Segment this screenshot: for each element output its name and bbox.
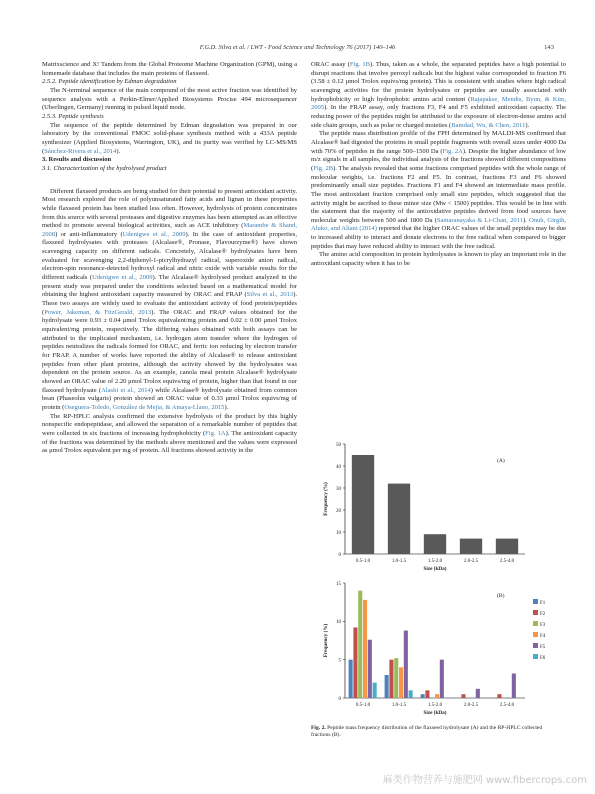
panel1-bar-F5 [368, 640, 372, 698]
figure-2-chart [311, 441, 563, 715]
page-header [0, 44, 595, 54]
panel1-label: (B) [497, 593, 505, 599]
panel0-x-tick-label: 0.5-1.0 [355, 559, 371, 564]
figure-link[interactable]: Fig. 1B [349, 61, 371, 68]
panel1-y-tick-label: 15 [336, 581, 341, 587]
panel1-bar-F2 [461, 694, 465, 698]
citation-link[interactable]: Bamdad, Wu, & Chen, 2011 [451, 121, 526, 129]
citation-link[interactable]: Rajapakse, Mendis, Byun, & Kim, 2005 [311, 95, 566, 112]
caption-label: Fig. 2. [311, 725, 326, 731]
legend-swatch-F2 [533, 610, 538, 615]
panel0-label: (A) [497, 458, 505, 464]
paragraph-maldi: The peptide mass distribution profile of the FPH determined by MALDI-MS confirmed that Alcalase® had digested the proteins in small peptide fragments with overall sizes under 4000 Da with 70% of peptides in the range 500–1500 Da (Fig. 2A). Despite the higher abundance of low m/z signals in all samples, the individual analysis of the fractions showed different compositions (Fig. 2B). The analysis revealed that some fractions comprised peptides with the whole range of molecular weights, i.e. fractions F2 and F5. In contrast, fractions F3 and F6 showed predominantly small size peptides. Fractions F1 and F4 showed an intermediate mass profile. The most antioxidant fraction comprised only small size peptides, which suggested that the activity might be ascribed to these minor size (Mw < 1500) peptides. This would be in line with the statement that the majority of the antioxidative peptides derived from food sources have molecular weights between 500 and 1800 Da (Samaranayaka & Li-Chan, 2011). Onuh, Girgih, Aluko, and Aliani (2014) reported that the higher ORAC values of the small peptides may be due to increased ability to interact and donate electrons to the free radical when compared to bigger peptides that may have reduced ability to interact with the free radical. [311, 130, 566, 250]
panel1-bar-F6 [373, 683, 377, 698]
citation-link[interactable]: Alashi et al., 2014 [101, 386, 151, 394]
paragraph-edman: The N-terminal sequence of the main compound of the most active fraction was identified by sequence analysis with a Perkin-Elmer/Applied Biosystems Procise 494 microsequencer (Uberlingen, Germany) running in pulsed liquid mode. [42, 86, 297, 112]
citation-link[interactable]: Udenigwe et al., 2009 [122, 230, 186, 238]
paragraph-amino-acid: The amino acid composition in protein hydrolysates is known to play an important role in the antioxidant capacity when it has to be [311, 251, 566, 268]
panel0-x-tick-label: 2.5-4.0 [499, 559, 515, 564]
watermark: 麻类作物营养与施肥网 www.fibercrops.com [382, 775, 587, 786]
panel1-bar-F5 [512, 673, 516, 698]
figure-2 [311, 441, 563, 715]
right-column [311, 61, 566, 269]
panel1-bar-F4 [435, 694, 439, 698]
heading-2-5-2: 2.5.2. Peptide identification by Edman degradation [42, 78, 177, 86]
panel1-y-axis-title: Frequency (%) [323, 623, 329, 658]
paragraph-synthesis: The sequence of the peptide determined by Edman degradation was prepared in our laboratory by the conventional FMOC solid-phase synthesis method with a 433A peptide synthesizer (Applied Biosystems, Warrington, UK), and its purity was verified by LC-MS/MS (Sánchez-Rivera et al., 2014). [42, 121, 297, 155]
panel0-x-tick-label: 1.0-1.5 [391, 559, 407, 564]
paragraph-orac: ORAC assay (Fig. 1B). Thus, taken as a whole, the separated peptides have a high potential to disrupt reactions that involve peroxyl radicals but the highest value corresponded to fraction F6 (3.58 ± 0.12 μmol Trolox equivs/mg protein). This is consistent with studies where high radical scavenging activities for the protein hydrolysates or peptides are usually associated with hydrophobicity or high hydrophobic amino acid content (Rajapakse, Mendis, Byun, & Kim, 2005). In the FRAP assay, only fractions F3, F4 and F5 exhibited antioxidant capacity. The reducing power of the peptides might be attributed to the exposure of electron-dense amino acid side chain groups, such as polar or charged moieties (Bamdad, Wu, & Chen, 2011). [311, 61, 566, 129]
panel0-x-axis-title: Size (kDa) [423, 566, 447, 572]
panel1-bar-F5 [440, 660, 444, 698]
legend-label-F5: F5 [540, 645, 546, 650]
legend-label-F1: F1 [540, 601, 546, 606]
legend-swatch-F1 [533, 599, 538, 604]
panel0-bar [460, 539, 482, 554]
panel0-x-tick-label: 1.5-2.0 [427, 559, 443, 564]
panel0-bar [496, 539, 518, 554]
caption-text: Peptide mass frequency distribution of the flaxseed hydrolysate (A) and the RP-HPLC collected fractions (B). [311, 725, 543, 739]
citation-link[interactable]: Onuh, Girgih, Aluko, and Aliani (2014) [311, 216, 566, 233]
panel0-bar [388, 484, 410, 554]
panel1-bar-F1 [385, 675, 389, 698]
figure-link[interactable]: Fig. 2A [442, 147, 463, 155]
legend-swatch-F3 [533, 621, 538, 626]
panel1-y-tick-label: 10 [336, 620, 341, 626]
panel1-bar-F3 [358, 591, 362, 698]
figure-link[interactable]: Fig. 2B [313, 164, 334, 172]
panel1-bar-F5 [404, 631, 408, 698]
legend-label-F6: F6 [540, 656, 546, 661]
citation-link[interactable]: Udenigwe et al., 2009 [92, 274, 153, 282]
citation-link[interactable]: Silva et al., 2013 [246, 291, 294, 299]
panel1-bar-F2 [389, 660, 393, 698]
panel1-y-tick-label: 5 [338, 658, 341, 664]
panel1-x-tick-label: 0.5-1.0 [355, 703, 371, 708]
panel1-bar-F2 [497, 694, 501, 698]
figure-link[interactable]: Fig. 1A [205, 429, 226, 437]
panel1-x-tick-label: 2.5-4.0 [499, 703, 515, 708]
paragraph-flaxseed-products: Different flaxseed products are being studied for their potential to present antioxidant activity. Most research explored the role of polyunsaturated fatty acids and lignan in these properties while flaxseed protein has been studied less often. However, hydrolysis of protein concentrates from this source with several proteases and digestive enzymes has been attempted as an effective method to promote several biological activities, such as ACE inhibitory (Marambe & Shand, 2008) or anti-inflammatory (Udenigwe et al., 2009). In the case of antioxidant properties, flaxseed hydrolysates with proteases (Alcalase®, Pronase, Flavourzyme®) have shown scavenging capacity on different radicals. Concretely, Alcalase® hydrolysates have been evaluated for scavenging 2,2-diphenyl-1-picrylhydrazyl radical, superoxide anion radical, electron-spin resonance-detected hydroxyl radical and nitric oxide with variable results for the different radicals (Udenigwe et al., 2009). The Alcalase® hydrolysed product analyzed in the present study was prepared under the conditions selected based on a mathematical model for obtaining the highest antioxidant capacity measured by ORAC and FRAP (Silva et al., 2013). These two assays are widely used to evaluate the antioxidant activity of food protein/peptides (Power, Jakeman, & FitzGerald, 2013). The ORAC and FRAP values obtained for the hydrolysate were 0.93 ± 0.04 μmol Trolox equivalent/mg protein and 0.02 ± 0.00 μmol Trolox equivalent/mg protein, respectively. The differing values obtained with both assays can be attributed to the implicated mechanism, i.e. hydrogen atom transfer where the hydrogen of peptides neutralizes the radicals formed for ORAC, and ferric ion reducing by electron transfer for FRAP. A number of works have reported the ability of Alcalase® to release antioxidant peptides from other plant proteins, although the activity showed by the hydrolysates was dependent on the protein source. As an example, canola meal protein Alcalase® hydrolysate showed an ORAC value of 2.20 μmol Trolox equivs/mg of protein, higher than that found in our flaxseed hydrolysate (Alashi et al., 2014) while Alcalase® hydrolysate obtained from common bean (Phaseolus vulgaris) protein showed an ORAC value of 0.33 μmol Trolox equivs/mg of protein (Oseguera-Toledo, González de Mejia, & Amaya-Llano, 2015). [42, 187, 298, 411]
legend-swatch-F5 [533, 643, 538, 648]
citation-link[interactable]: Oseguera-Toledo, González de Mejia, & Amaya-Llano, 2015 [64, 403, 225, 411]
panel1-x-tick-label: 2.0-2.5 [463, 703, 479, 708]
panel0-y-tick-label: 10 [336, 530, 341, 536]
legend-swatch-F6 [533, 654, 538, 659]
panel1-bar-F1 [349, 660, 353, 698]
page-number: 143 [544, 44, 554, 51]
paragraph-rp-hplc: The RP-HPLC analysis confirmed the extensive hydrolysis of the product by this highly nonspecific endopeptidase, and allowed the separation of a remarkable number of peptides that were collected in six fractions of increasing hydrophobicity (Fig. 1A). The antioxidant capacity of the fractions was determined by the methods above mentioned and the values were expressed as μmol Trolox equivalent per mg of protein. All fractions showed activity in the [42, 412, 297, 455]
panel0-x-tick-label: 2.0-2.5 [463, 559, 479, 564]
citation-link[interactable]: Sánchez-Rivera et al., 2014 [44, 147, 117, 155]
panel0-y-tick-label: 40 [336, 464, 341, 470]
panel0-y-tick-label: 20 [336, 508, 341, 514]
panel1-x-tick-label: 1.5-2.0 [427, 703, 443, 708]
heading-3-1: 3.1. Characterization of the hydrolysed product [42, 164, 167, 172]
panel1-bar-F6 [409, 690, 413, 698]
legend-swatch-F4 [533, 632, 538, 637]
panel1-y-tick-label: 0 [338, 696, 341, 702]
panel1-x-tick-label: 1.0-1.5 [391, 703, 407, 708]
panel0-y-tick-label: 30 [336, 486, 341, 492]
legend-label-F3: F3 [540, 623, 546, 628]
panel0-bar [352, 455, 374, 554]
panel0-y-tick-label: 0 [338, 552, 341, 558]
citation-link[interactable]: Marambe & Shand, 2008 [42, 222, 297, 238]
panel0-y-axis-title: Frequency (%) [323, 482, 329, 516]
legend-label-F2: F2 [540, 612, 546, 617]
panel1-bar-F4 [399, 667, 403, 698]
running-title: F.G.D. Silva et al. / LWT - Food Science and Technology 76 (2017) 140–146 [199, 44, 396, 51]
panel1-x-axis-title: Size (kDa) [423, 710, 447, 715]
panel0-y-tick-label: 50 [336, 442, 341, 448]
panel1-bar-F4 [363, 600, 367, 698]
panel1-bar-F2 [353, 627, 357, 698]
heading-2-5-3: 2.5.3. Peptide synthesis [42, 112, 104, 120]
citation-link[interactable]: Samaranayaka & Li-Chan, 2011 [436, 216, 523, 224]
left-column [42, 61, 297, 456]
heading-3-results: 3. Results and discussion [42, 156, 112, 164]
panel1-bar-F1 [421, 694, 425, 698]
panel1-bar-F3 [394, 658, 398, 698]
legend-label-F4: F4 [540, 634, 546, 639]
paragraph-database: Matrixscience and X! Tandem from the Global Proteome Machine Organization (GPM), using a homemade database that includes the main proteins of flaxseed. [42, 61, 297, 77]
figure-caption [311, 725, 563, 739]
citation-link[interactable]: Power, Jakeman, & FitzGerald, 2013 [44, 308, 152, 316]
panel1-bar-F2 [425, 690, 429, 698]
panel0-bar [424, 534, 446, 554]
panel1-bar-F5 [476, 689, 480, 698]
